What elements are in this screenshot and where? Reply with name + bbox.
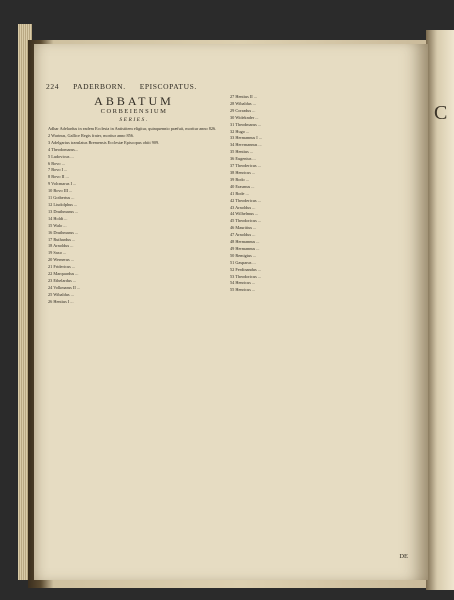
entry: 49 Hermannus ...	[230, 245, 260, 251]
entry: 20 Wernerus ...	[48, 257, 74, 263]
entry: 54 Henricus ...	[230, 280, 256, 286]
entry: 31 Theodmarus ...	[230, 121, 262, 127]
entry: 5 Ludovicus ...	[48, 153, 74, 159]
entry: 42 Theodericus ...	[230, 197, 261, 203]
entry: 39 Bodo ...	[230, 176, 249, 182]
entry: 14 Holdt ...	[48, 215, 68, 221]
entry: 11 Gotbertus ...	[48, 195, 75, 201]
entry: 6 Bovo ...	[48, 160, 65, 166]
entry: 28 Wibaldus ...	[230, 100, 256, 106]
entry: 29 Corradus ...	[230, 107, 256, 113]
entry: 35 Hentius ...	[230, 149, 254, 155]
entry: 44 Wilhelmus ...	[230, 211, 259, 217]
entry: 10 Bovo III ...	[48, 188, 73, 194]
entry: 45 Theodoricus ...	[230, 218, 262, 224]
entry: 51 Gasparus ...	[230, 259, 256, 265]
running-title-2: EPISCOPATUS.	[139, 82, 197, 91]
entry: 21 Fridericus ...	[48, 264, 76, 270]
entry: 18 Arnoldus ...	[48, 243, 74, 249]
entry: 53 Theodoricus ...	[230, 273, 262, 279]
entry: 36 Eugenius ...	[230, 156, 256, 162]
facing-page-initial: C	[434, 102, 448, 124]
left-entries	[48, 126, 220, 305]
entry: 23 Ethelardus ...	[48, 277, 77, 283]
entry: 3 Adelgarius translatus Bremensis Ecclesiæ Episcopus obiit 909.	[48, 139, 160, 145]
entry: 55 Henricus ...	[230, 287, 256, 293]
entry: 24 Volkmarus II ...	[48, 284, 81, 290]
entry: 34 Hervmannus ...	[230, 142, 262, 148]
entry: 43 Arnoldus ...	[230, 204, 256, 210]
entry: 33 Hermannus I ...	[230, 135, 262, 141]
running-head	[46, 82, 406, 91]
entry: 50 Remigius ...	[230, 252, 257, 258]
entry: 2 Warinus, Gallice Regis frater, moritur anno 856.	[48, 132, 135, 138]
facing-page-sliver	[426, 30, 454, 590]
entry: 13 Druthmarus ...	[48, 208, 79, 214]
entry: 27 Hentius II ...	[230, 94, 257, 99]
entry: 40 Erasmus ...	[230, 183, 255, 189]
right-entries	[230, 94, 406, 293]
entry: 25 Wibaldus ...	[48, 291, 74, 297]
entry: 41 Bode ...	[230, 190, 249, 196]
entry: 7 Bovo I ...	[48, 167, 68, 173]
entry: 46 Mauritius ...	[230, 225, 257, 231]
entry: 30 Wideknder ...	[230, 114, 259, 120]
entry: 16 Druthmarus ...	[48, 229, 79, 235]
right-column	[230, 94, 406, 294]
entry: 8 Bovo II ...	[48, 174, 69, 180]
running-title-1: PADERBORN.	[73, 82, 126, 91]
catchword: DE	[399, 553, 408, 560]
entry: 17 Ruthardus ...	[48, 236, 76, 242]
book-page	[34, 44, 428, 580]
entry: 15 Walo ...	[48, 222, 67, 228]
entry: Adhar Adelardus in eadem Ecclesia in Antistitem eligitur, quinquennio præfuit, moritur anno 826.	[48, 126, 217, 131]
section-heading: ABBATUM	[94, 94, 174, 108]
left-column	[48, 94, 220, 306]
entry: 32 Hugo ...	[230, 128, 250, 134]
entry: 48 Hermannus ...	[230, 239, 260, 245]
entry: 12 Liudolphus ...	[48, 201, 78, 207]
entry: 37 Theodericus ...	[230, 163, 261, 169]
entry: 38 Henricus ...	[230, 169, 256, 175]
entry: 52 Ferdinandus ...	[230, 266, 261, 272]
page-number: 224	[46, 82, 60, 91]
entry: 19 Saxo ...	[48, 250, 67, 256]
entry: 26 Hentius I ...	[48, 298, 74, 304]
section-subheading: CORBEIENSIUM	[100, 108, 168, 115]
entry: 22 Marquardus ...	[48, 271, 79, 277]
section-series: SERIES.	[119, 117, 149, 123]
entry: 9 Volcmarus I ...	[48, 181, 77, 187]
entry: 47 Arnoldus ...	[230, 232, 256, 238]
entry: 4 Theodomarus...	[48, 146, 78, 152]
